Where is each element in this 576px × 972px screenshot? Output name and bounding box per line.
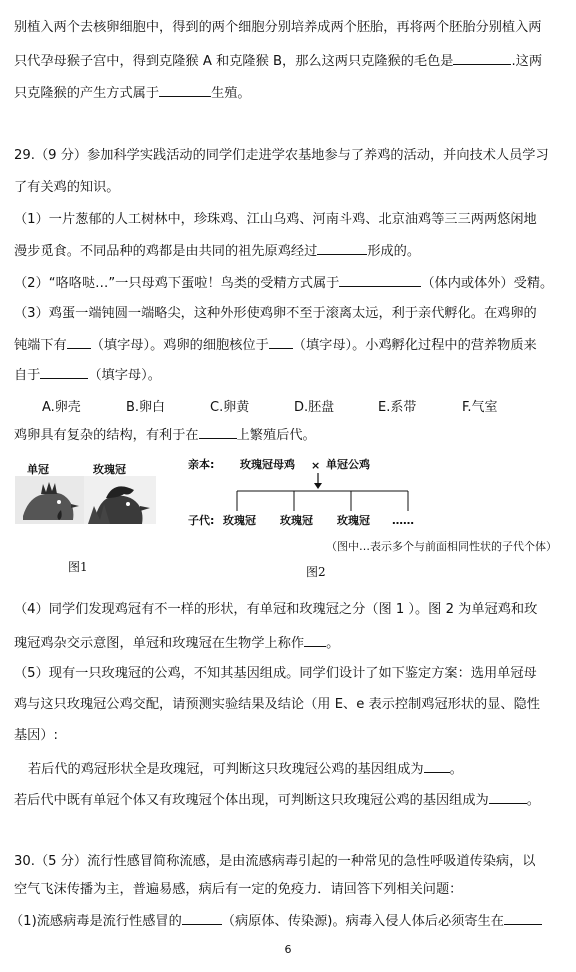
text: .这两 xyxy=(511,54,543,69)
option-a: A.卵壳 xyxy=(42,400,81,415)
answer-blank[interactable] xyxy=(504,910,542,925)
text-line xyxy=(14,240,568,262)
figure-2-note: （图中…表示多个与前面相同性状的子代个体） xyxy=(326,540,557,553)
figure-2-caption: 图2 xyxy=(306,565,326,579)
text: 漫步觅食。不同品种的鸡都是由共同的祖先原鸡经过 xyxy=(14,244,318,259)
parent-female: 玫瑰冠母鸡 xyxy=(240,458,295,471)
text-line xyxy=(14,726,568,746)
page-number: 6 xyxy=(284,943,292,956)
text-line xyxy=(14,695,568,715)
answer-blank[interactable] xyxy=(199,424,237,439)
text-line xyxy=(14,82,568,104)
single-comb-rooster-photo xyxy=(15,476,85,524)
answer-blank[interactable] xyxy=(182,910,222,925)
text: （3）鸡蛋一端钝圆一端略尖，这种外形使鸡卵不至于滚离太远，利于亲代孵化。在鸡卵的 xyxy=(14,306,537,321)
answer-blank[interactable] xyxy=(159,82,211,97)
offspring-ellipsis: …… xyxy=(392,514,414,527)
text-line xyxy=(14,178,568,198)
answer-blank[interactable] xyxy=(317,240,367,255)
text: 若后代的鸡冠形状全是玫瑰冠，可判断这只玫瑰冠公鸡的基因组成为 xyxy=(28,762,424,777)
text-line xyxy=(10,910,568,932)
text: （5）现有一只玫瑰冠的公鸡，不知其基因组成。同学们设计了如下鉴定方案：选用单冠母 xyxy=(14,666,537,681)
option-c: C.卵黄 xyxy=(210,400,250,415)
answer-blank[interactable] xyxy=(489,789,527,804)
answer-blank[interactable] xyxy=(453,50,511,65)
text: （病原体、传染源)。病毒入侵人体后必须寄生在 xyxy=(221,914,504,929)
parent-label: 亲本: xyxy=(188,458,215,471)
text: 鸡卵具有复杂的结构，有利于在 xyxy=(14,428,199,443)
offspring-label: 子代: xyxy=(188,514,215,527)
text-line xyxy=(14,18,568,38)
text: （填字母）。鸡卵的细胞核位于 xyxy=(90,338,269,353)
text: 别植入两个去核卵细胞中，得到的两个细胞分别培养成两个胚胎，再将两个胚胎分别植入两 xyxy=(14,20,542,35)
text-line xyxy=(14,364,568,386)
answer-blank[interactable] xyxy=(67,334,91,349)
label-single-comb: 单冠 xyxy=(27,463,49,476)
text-line xyxy=(28,758,568,780)
text: （1）一片葱郁的人工树林中，珍珠鸡、江山乌鸡、河南斗鸡、北京油鸡等三三两两悠闲地 xyxy=(14,212,537,227)
text: 瑰冠鸡杂交示意图，单冠和玫瑰冠在生物学上称作 xyxy=(14,636,305,651)
text-line xyxy=(14,600,568,620)
text: 上繁殖后代。 xyxy=(236,428,316,443)
offspring-rose-comb: 玫瑰冠 xyxy=(337,514,370,527)
text: 只代孕母猴子宫中，得到克隆猴 A 和克隆猴 B，那么这两只克隆猴的毛色是 xyxy=(14,54,454,69)
arrow-head xyxy=(314,483,322,489)
answer-blank[interactable] xyxy=(40,364,88,379)
text-line xyxy=(14,334,568,356)
answer-blank[interactable] xyxy=(339,272,421,287)
text: （填字母）。小鸡孵化过程中的营养物质来 xyxy=(292,338,537,353)
text: 自于 xyxy=(14,368,41,383)
question-30-title xyxy=(14,852,568,872)
text-line xyxy=(14,632,568,654)
text: （2）“咯咯哒…”一只母鸡下蛋啦！鸟类的受精方式属于 xyxy=(14,276,340,291)
text-line xyxy=(14,50,568,72)
option-e: E.系带 xyxy=(378,400,417,415)
text: 若后代中既有单冠个体又有玫瑰冠个体出现，可判断这只玫瑰冠公鸡的基因组成为 xyxy=(14,793,489,808)
text: 29.（9 分）参加科学实践活动的同学们走进学农基地参与了养鸡的活动，并向技术人员学习 xyxy=(14,148,549,163)
parent-male: 单冠公鸡 xyxy=(326,458,370,471)
option-b: B.卵白 xyxy=(126,400,166,415)
rose-comb-rooster-photo xyxy=(84,476,156,524)
text: （体内或体外）受精。 xyxy=(421,276,554,291)
text: 鸡与这只玫瑰冠公鸡交配，请预测实验结果及结论（用 E、e 表示控制鸡冠形状的显、隐性 xyxy=(14,697,540,712)
text: 生殖。 xyxy=(211,86,251,101)
figure-2-cross-diagram xyxy=(180,456,576,560)
question-29-title xyxy=(14,146,568,166)
text-line xyxy=(14,304,568,324)
text: 了有关鸡的知识。 xyxy=(14,180,120,195)
offspring-rose-comb: 玫瑰冠 xyxy=(280,514,313,527)
text: 钝端下有 xyxy=(14,338,67,353)
cross-symbol: × xyxy=(311,459,321,472)
option-d: D.胚盘 xyxy=(294,400,335,415)
text-line xyxy=(14,210,568,230)
text: 。 xyxy=(326,636,340,651)
text-line xyxy=(14,880,568,900)
text: （填字母）。 xyxy=(88,368,161,383)
text-line xyxy=(14,789,568,811)
text-line xyxy=(14,664,568,684)
text: 空气飞沫传播为主，普遍易感，病后有一定的免疫力．请回答下列相关问题： xyxy=(14,882,463,897)
text: 。 xyxy=(526,793,540,808)
text: 只克隆猴的产生方式属于 xyxy=(14,86,160,101)
text-line xyxy=(14,272,568,294)
figure-1-caption: 图1 xyxy=(68,560,88,574)
text: 基因）: xyxy=(14,728,59,743)
text: （4）同学们发现鸡冠有不一样的形状，有单冠和玫瑰冠之分（图 1 ）。图 2 为单冠鸡和玫 xyxy=(14,602,538,617)
text: （1)流感病毒是流行性感冒的 xyxy=(10,914,182,929)
option-f: F.气室 xyxy=(462,400,498,415)
text: 30.（5 分）流行性感冒简称流感，是由流感病毒引起的一种常见的急性呼吸道传染病，以 xyxy=(14,854,536,869)
answer-blank[interactable] xyxy=(269,334,293,349)
text: 形成的。 xyxy=(367,244,421,259)
label-rose-comb: 玫瑰冠 xyxy=(93,463,126,476)
answer-blank[interactable] xyxy=(304,632,326,647)
offspring-rose-comb: 玫瑰冠 xyxy=(223,514,256,527)
text: 。 xyxy=(449,762,463,777)
text-line xyxy=(14,424,568,446)
answer-blank[interactable] xyxy=(424,758,450,773)
